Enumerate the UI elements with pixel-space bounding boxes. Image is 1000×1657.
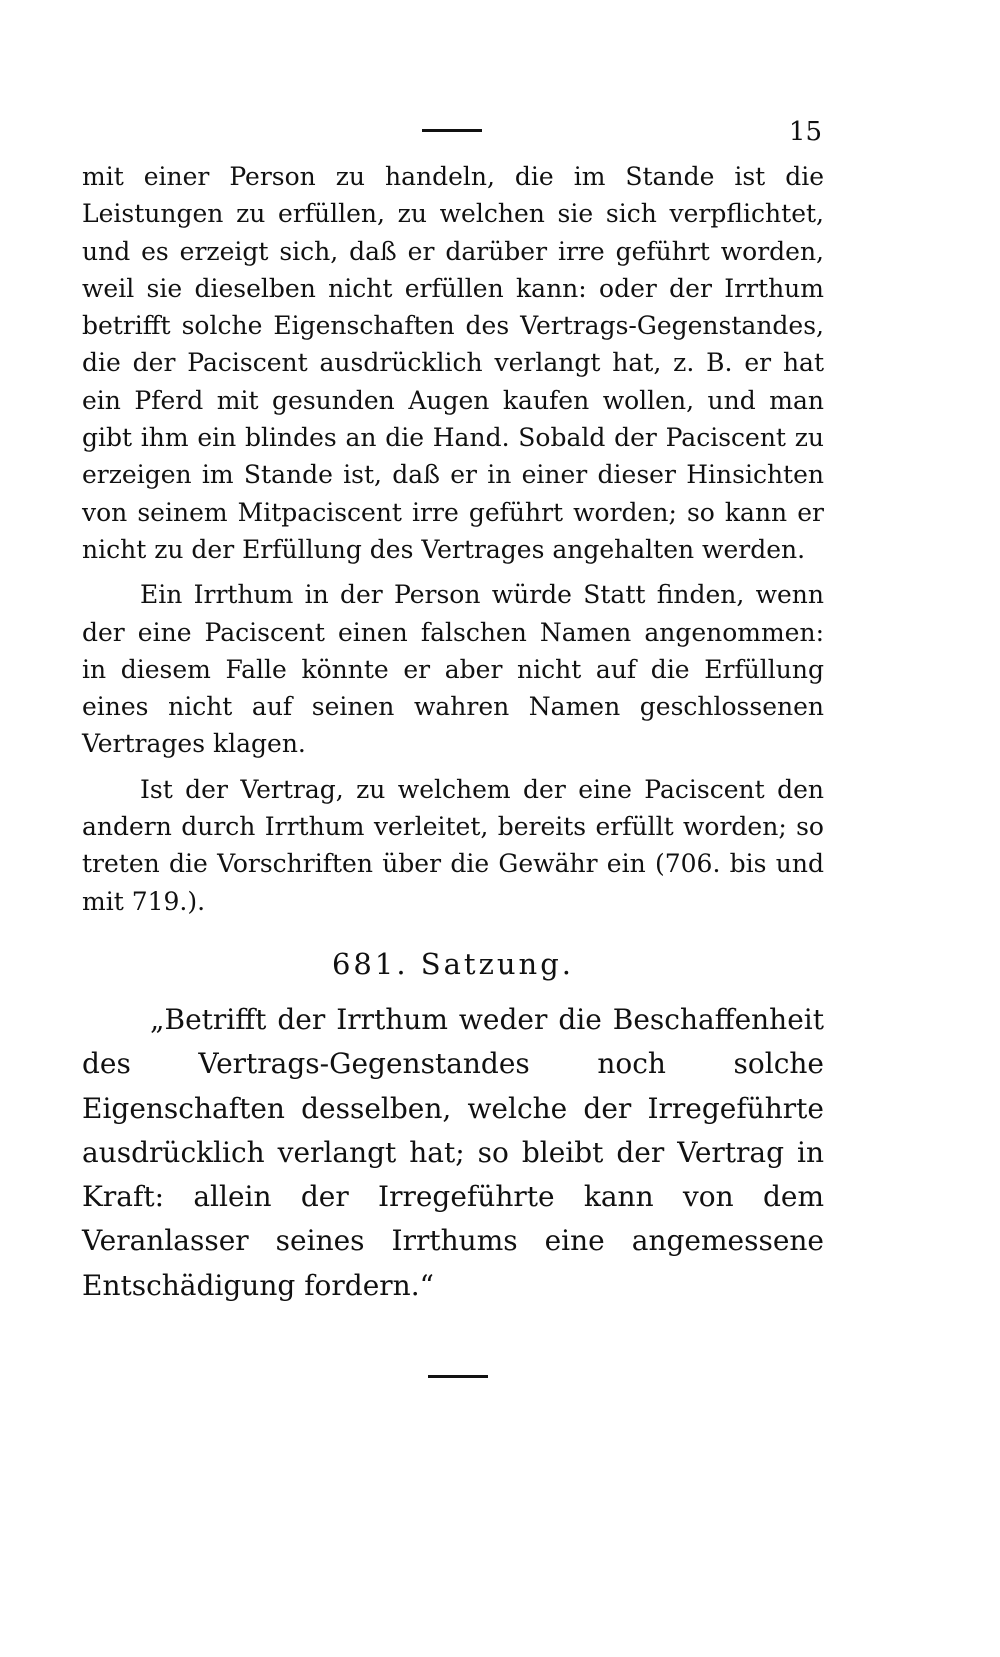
closing-rule	[428, 1375, 488, 1378]
paragraph-vertrag-erfuellt: Ist der Vertrag, zu welchem der eine Paciscent den andern durch Irrthum verleitet, bereits erfüllt worden; so treten die Vorschriften über die Gewähr ein (706. bis und mit 719.).	[82, 774, 824, 916]
header-rule	[422, 129, 482, 132]
running-head	[0, 112, 1000, 152]
body-text	[82, 158, 824, 1308]
section-heading: 681. Satzung.	[331, 946, 574, 981]
page-number: 15	[788, 117, 822, 147]
statute-text: „Betrifft der Irrthum weder die Beschaffenheit des Vertrags-Gegenstandes noch solche Eigenschaften desselben, welche der Irregeführte ausdrücklich verlangt hat; so bleibt der Vertrag in Kraft: allein der Irregeführte kann von dem Veranlasser seines Irrthums eine angemessene Entschädigung fordern.“	[82, 1002, 824, 1302]
paragraph-continued: mit einer Person zu handeln, die im Stande ist die Leistungen zu erfüllen, zu welchen sie sich verpflichtet, und es erzeigt sich, daß er darüber irre geführt worden, weil sie dieselben nicht erfüllen kann: oder der Irrthum betrifft solche Eigenschaften des Vertrags-Gegenstandes, die der Paciscent ausdrücklich verlangt hat, z. B. er hat ein Pferd mit gesunden Augen kaufen wollen, und man gibt ihm ein blindes an die Hand. Sobald der Paciscent zu erzeigen im Stande ist, daß er in einer dieser Hinsichten von seinem Mitpaciscent irre geführt worden; so kann er nicht zu der Erfüllung des Vertrages angehalten werden.	[82, 162, 824, 564]
paragraph-irrthum-person: Ein Irrthum in der Person würde Statt finden, wenn der eine Paciscent einen falschen Namen angenommen: in diesem Falle könnte er aber nicht auf die Erfüllung eines nicht auf seinen wahren Namen geschlossenen Vertrages klagen.	[82, 580, 824, 759]
